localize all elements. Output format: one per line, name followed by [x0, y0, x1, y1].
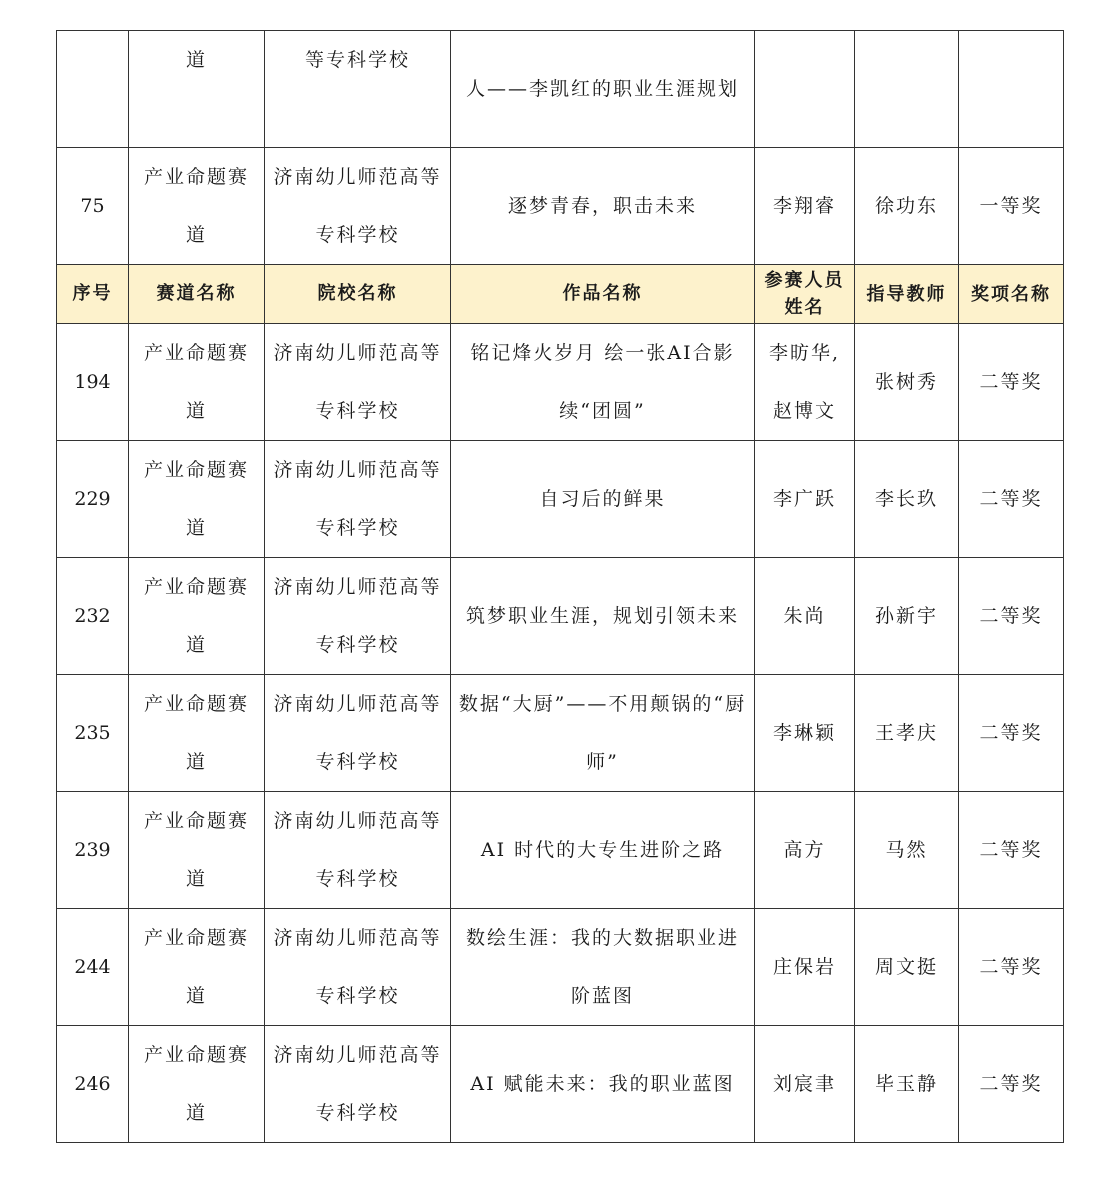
cell-award: 二等奖	[959, 1026, 1064, 1143]
cell-school: 济南幼儿师范高等专科学校	[265, 792, 451, 909]
cell-advisor: 王孝庆	[855, 675, 959, 792]
cell-award: 一等奖	[959, 148, 1064, 265]
cell-track: 产业命题赛道	[129, 148, 265, 265]
table-header-row	[57, 265, 1064, 324]
cell-work: 人——李凯红的职业生涯规划	[451, 31, 755, 148]
cell-award: 二等奖	[959, 675, 1064, 792]
cell-index: 75	[57, 148, 129, 265]
header-advisor: 指导教师	[855, 265, 959, 324]
cell-work: 数绘生涯：我的大数据职业进阶蓝图	[451, 909, 755, 1026]
cell-advisor: 毕玉静	[855, 1026, 959, 1143]
cell-school: 济南幼儿师范高等专科学校	[265, 909, 451, 1026]
header-index: 序号	[57, 265, 129, 324]
cell-school: 济南幼儿师范高等专科学校	[265, 558, 451, 675]
table-row	[57, 31, 1064, 148]
cell-award: 二等奖	[959, 558, 1064, 675]
header-award: 奖项名称	[959, 265, 1064, 324]
cell-advisor: 马然	[855, 792, 959, 909]
table-row	[57, 148, 1064, 265]
cell-index: 194	[57, 324, 129, 441]
header-school: 院校名称	[265, 265, 451, 324]
cell-school: 济南幼儿师范高等专科学校	[265, 675, 451, 792]
cell-participants: 李琳颖	[755, 675, 855, 792]
cell-school: 济南幼儿师范高等专科学校	[265, 148, 451, 265]
table-row	[57, 558, 1064, 675]
cell-work: 自习后的鲜果	[451, 441, 755, 558]
cell-track: 产业命题赛道	[129, 441, 265, 558]
cell-work: 筑梦职业生涯，规划引领未来	[451, 558, 755, 675]
cell-advisor: 李长玖	[855, 441, 959, 558]
cell-track: 产业命题赛道	[129, 1026, 265, 1143]
cell-track: 产业命题赛道	[129, 909, 265, 1026]
cell-award: 二等奖	[959, 792, 1064, 909]
cell-advisor: 孙新宇	[855, 558, 959, 675]
cell-participants: 李广跃	[755, 441, 855, 558]
cell-index: 239	[57, 792, 129, 909]
table-row	[57, 1026, 1064, 1143]
cell-work: 数据“大厨”——不用颠锅的“厨师”	[451, 675, 755, 792]
cell-award	[959, 31, 1064, 148]
cell-index: 246	[57, 1026, 129, 1143]
cell-track: 产业命题赛道	[129, 675, 265, 792]
table-row	[57, 675, 1064, 792]
cell-award: 二等奖	[959, 441, 1064, 558]
cell-index: 244	[57, 909, 129, 1026]
cell-school: 济南幼儿师范高等专科学校	[265, 324, 451, 441]
cell-work: AI 时代的大专生进阶之路	[451, 792, 755, 909]
cell-school: 济南幼儿师范高等专科学校	[265, 1026, 451, 1143]
cell-advisor: 徐功东	[855, 148, 959, 265]
cell-participants: 刘宸聿	[755, 1026, 855, 1143]
cell-participants: 李翔睿	[755, 148, 855, 265]
table-row	[57, 909, 1064, 1026]
cell-index: 229	[57, 441, 129, 558]
header-participants: 参赛人员姓名	[755, 265, 855, 324]
cell-participants: 朱尚	[755, 558, 855, 675]
cell-advisor: 周文挺	[855, 909, 959, 1026]
table-row	[57, 324, 1064, 441]
cell-track: 产业命题赛道	[129, 324, 265, 441]
header-track: 赛道名称	[129, 265, 265, 324]
awards-table	[56, 30, 1064, 1143]
cell-award: 二等奖	[959, 909, 1064, 1026]
cell-index	[57, 31, 129, 148]
cell-school: 济南幼儿师范高等专科学校	[265, 441, 451, 558]
cell-index: 235	[57, 675, 129, 792]
header-work: 作品名称	[451, 265, 755, 324]
cell-school: 等专科学校	[265, 31, 451, 148]
cell-advisor: 张树秀	[855, 324, 959, 441]
cell-index: 232	[57, 558, 129, 675]
cell-advisor	[855, 31, 959, 148]
cell-participants	[755, 31, 855, 148]
cell-track: 产业命题赛道	[129, 792, 265, 909]
cell-track: 产业命题赛道	[129, 558, 265, 675]
cell-work: 铭记烽火岁月 绘一张AI合影续“团圆”	[451, 324, 755, 441]
cell-work: AI 赋能未来：我的职业蓝图	[451, 1026, 755, 1143]
cell-track: 道	[129, 31, 265, 148]
table-row	[57, 792, 1064, 909]
cell-participants: 李昉华,赵博文	[755, 324, 855, 441]
table-row	[57, 441, 1064, 558]
cell-work: 逐梦青春，职击未来	[451, 148, 755, 265]
cell-award: 二等奖	[959, 324, 1064, 441]
cell-participants: 庄保岩	[755, 909, 855, 1026]
cell-participants: 高方	[755, 792, 855, 909]
